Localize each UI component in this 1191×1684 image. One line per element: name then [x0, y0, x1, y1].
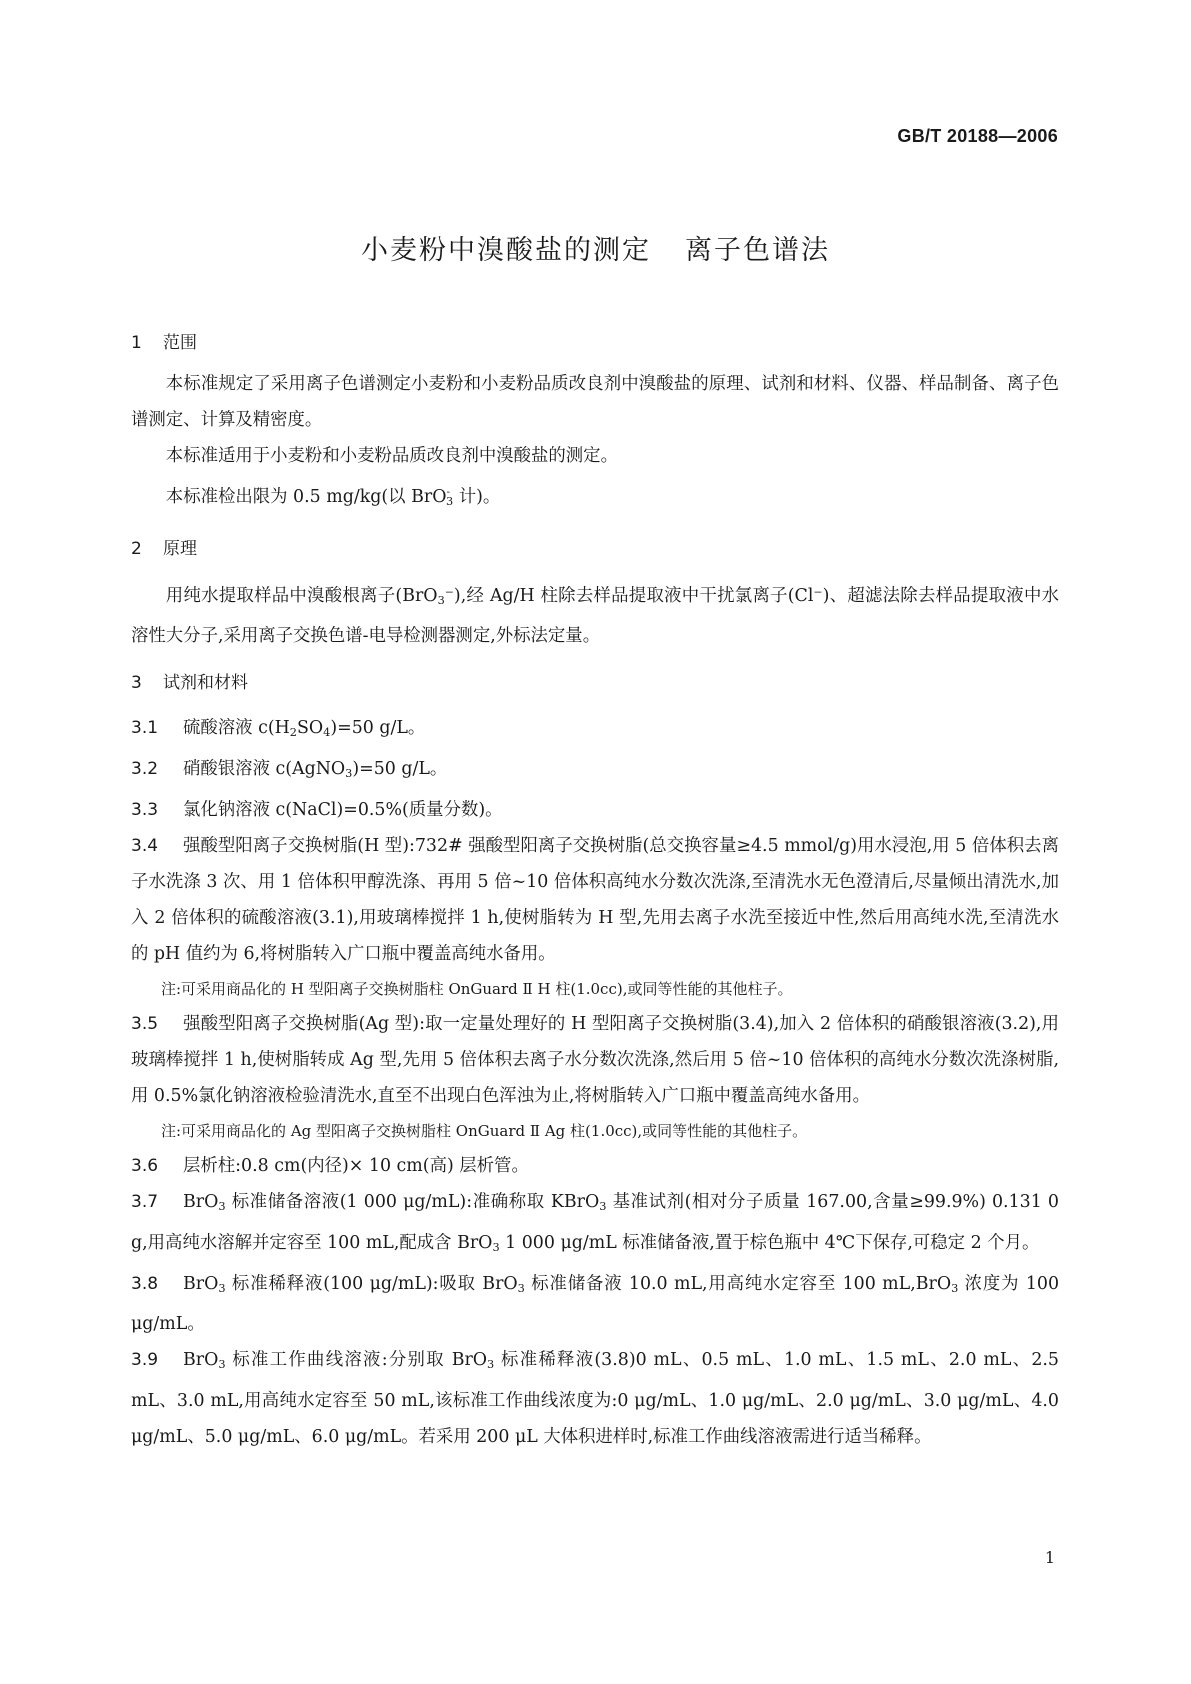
item-3-6: 3.6 层析柱:0.8 cm(内径)× 10 cm(高) 层析管。 [131, 1156, 529, 1177]
title-part-2: 离子色谱法 [685, 235, 830, 266]
page-number: 1 [1044, 1548, 1055, 1567]
item-3-3: 3.3 氯化钠溶液 c(NaCl)=0.5%(质量分数)。 [131, 800, 503, 821]
section-2-heading: 2 原理 [131, 538, 197, 559]
item-3-4: 3.4 强酸型阳离子交换树脂(H 型):732# 强酸型阳离子交换树脂(总交换容量≥4.5 mmol/g)用水浸泡,用 5 倍体积去离子水洗涤 3 次、用 1 倍体积甲醇洗涤、再用 5 倍~10 倍体积高纯水分数次洗涤,至清洗水无色澄清后,尽量倾出清洗水,加入 2 倍体积的硫酸溶液(3.1),用玻璃棒搅拌 1 h,使树脂转为 H 型,先用去离子水洗至接近中性,然后用高纯水洗,至清洗水的 pH 值约为 6,将树脂转入广口瓶中覆盖高纯水备用。 [131, 836, 1059, 965]
section-1-paragraph-1: 本标准规定了采用离子色谱测定小麦粉和小麦粉品质改良剂中溴酸盐的原理、试剂和材料、仪器、样品制备、离子色谱测定、计算及精密度。 [131, 374, 1059, 430]
title-part-1: 小麦粉中溴酸盐的测定 [361, 235, 651, 266]
item-3-1: 3.1 硫酸溶液 $c(H_2SO_4)=50$ g/L。 [131, 718, 426, 740]
section-1-paragraph-2: 本标准适用于小麦粉和小麦粉品质改良剂中溴酸盐的测定。 [165, 446, 618, 466]
item-3-2: 3.2 硝酸银溶液 c(AgNO$_3$)=50 g/L。 [131, 759, 448, 781]
item-3-5: 3.5 强酸型阳离子交换树脂(Ag 型):取一定量处理好的 H 型阳离子交换树脂(3.4),加入 2 倍体积的硝酸银溶液(3.2),用玻璃棒搅拌 1 h,使树脂转成 Ag 型,先用 5 倍体积去离子水分数次洗涤,然后用 5 倍~10 倍体积的高纯水分数次洗涤树脂,用 0.5%氯化钠溶液检验清洗水,直至不出现白色浑浊为止,将树脂转入广口瓶中覆盖高纯水备用。 [131, 1014, 1059, 1107]
section-1-heading: 1 范围 [131, 333, 197, 353]
section-2-paragraph: 用纯水提取样品中溴酸根离子(BrO$_3$⁻),经 Ag/H 柱除去样品提取液中干扰氯离子(Cl⁻)、超滤法除去样品提取液中水溶性大分子,采用离子交换色谱-电导检测器测定,外标法定量。 [131, 585, 1060, 647]
standard-code: GB/T 20188—2006 [897, 126, 1058, 146]
document-title [0, 228, 1191, 267]
item-3-7: 3.7 BrO$_3$ 标准储备溶液(1 000 μg/mL):准确称取 KBrO$_3$ 基准试剂(相对分子质量 167.00,含量≥99.9%) 0.131 0 g,用高纯水溶解并定容至 100 mL,配成含 BrO$_3$ 1 000 μg/mL 标准储备液,置于棕色瓶中 4℃下保存,可稳定 2 个月。 [131, 1192, 1059, 1254]
section-3-heading: 3 试剂和材料 [131, 673, 248, 694]
document-body [131, 330, 1059, 1455]
note-3-5: 注:可采用商品化的 Ag 型阳离子交换树脂柱 OnGuard Ⅱ Ag 柱(1.0cc),或同等性能的其他柱子。 [161, 1122, 808, 1141]
item-3-8: 3.8 BrO$_3$ 标准稀释液(100 μg/mL):吸取 BrO$_3$ 标准储备液 10.0 mL,用高纯水定容至 100 mL,BrO$_3$ 浓度为 100 μg/mL。 [131, 1273, 1060, 1335]
section-1-paragraph-3: 本标准检出限为 0.5 mg/kg(以 BrO-$_3$ 计)。 [165, 486, 501, 508]
item-3-9: 3.9 BrO$_3$ 标准工作曲线溶液:分别取 BrO$_3$ 标准稀释液(3.8)0 mL、0.5 mL、1.0 mL、1.5 mL、2.0 mL、2.5 mL、3.0 mL,用高纯水定容至 50 mL,该标准工作曲线浓度为:0 μg/mL、1.0 μg/mL、2.0 μg/mL、3.0 μg/mL、4.0 μg/mL、5.0 μg/mL、6.0 μg/mL。若采用 200 μL 大体积进样时,标准工作曲线溶液需进行适当稀释。 [131, 1350, 1059, 1448]
note-3-4: 注:可采用商品化的 H 型阳离子交换树脂柱 OnGuard Ⅱ H 柱(1.0cc),或同等性能的其他柱子。 [161, 980, 793, 999]
